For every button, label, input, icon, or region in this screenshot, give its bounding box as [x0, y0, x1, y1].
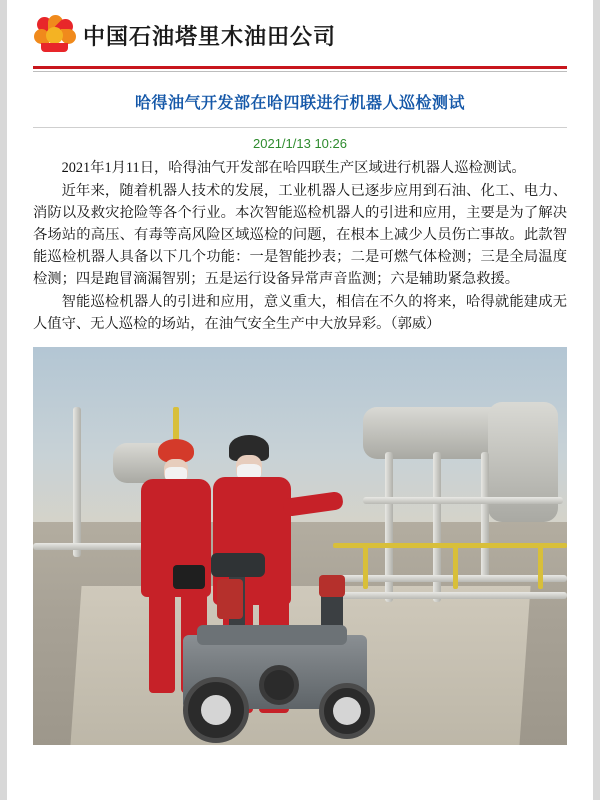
photo-pipe [481, 452, 489, 582]
photo-pipe [363, 497, 563, 504]
photo-railing-post [453, 543, 458, 589]
photo-tank [488, 402, 558, 522]
organization-name: 中国石油塔里木油田公司 [83, 23, 337, 49]
article-paragraph: 智能巡检机器人的引进和应用，意义重大，相信在不久的将来，哈得就能建成无人值守、无人巡检的场站，在油气安全生产中大放异彩。（郭威） [33, 294, 567, 332]
article-paragraph: 近年来，随着机器人技术的发展，工业机器人已逐步应用到石油、化工、电力、消防以及救灾抢险等各个行业。本次智能巡检机器人的引进和应用，主要是为了解决各场站的高压、有毒等高风险区域巡检的问题，在根本上减少人员伤亡事故。此款智能巡检机器人具备以下几个功能：一是智能抄表；二是可燃气体检测；三是全局温度检测；四是跑冒滴漏智别；五是运行设备异常声音监测；六是辅助紧急救援。 [33, 183, 567, 287]
petrochina-logo-icon [33, 15, 75, 55]
article-headline: 哈得油气开发部在哈四联进行机器人巡检测试 [134, 95, 465, 112]
document-content [7, 0, 593, 800]
article-photo [33, 347, 567, 745]
photo-railing-post [363, 543, 368, 589]
photo-railing [333, 543, 567, 548]
photo-pipe [33, 543, 153, 550]
article-body [33, 157, 567, 335]
photo-railing-post [538, 543, 543, 589]
photo-pipe [73, 407, 81, 557]
article-timestamp: 2021/1/13 10:26 [253, 136, 347, 151]
masthead [33, 0, 567, 60]
photo-pipe [333, 592, 567, 599]
masthead-red-rule [33, 66, 567, 69]
article-paragraph: 2021年1月11日，哈得油气开发部在哈四联生产区域进行机器人巡检测试。 [61, 160, 526, 176]
photo-pipe [333, 575, 567, 582]
